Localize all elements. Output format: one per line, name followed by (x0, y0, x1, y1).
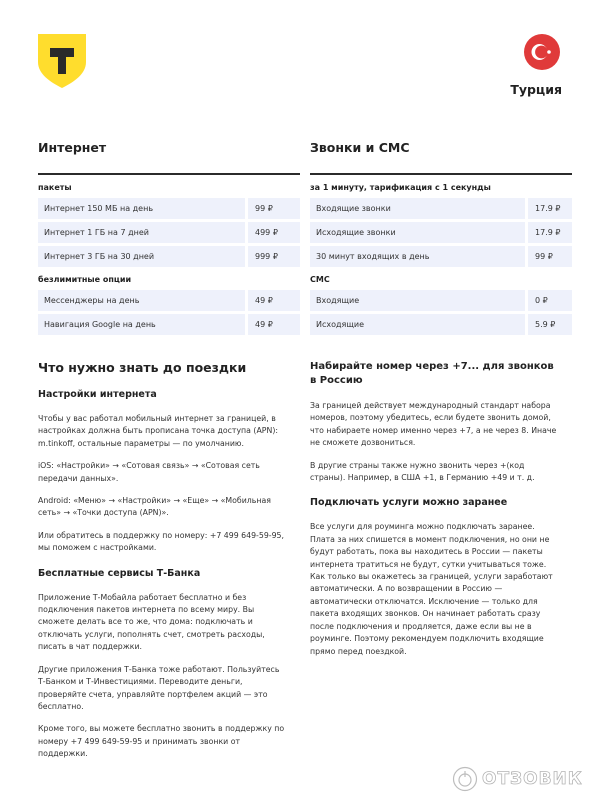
group-label: СМС (310, 275, 330, 284)
otzovik-watermark (452, 766, 583, 792)
tariff-name: Мессенджеры на день (38, 290, 245, 311)
table-row (310, 314, 572, 335)
tariff-name: 30 минут входящих в день (310, 246, 525, 267)
paragraph: Приложение Т-Мобайла работает бесплатно и без подключения пакетов интернета по всему миру. Вы сможете делать все то же, что дома: подключать и отключать услуги, пополнять счет, смотреть расходы, писать в чат поддержки. (38, 592, 265, 652)
tariff-price: 49 ₽ (248, 290, 300, 311)
tariff-name: Интернет 150 МБ на день (38, 198, 245, 219)
paragraph: Или обратитесь в поддержку по номеру: +7 499 649-59-95, мы поможем с настройками. (38, 530, 284, 553)
paragraph: Другие приложения Т-Банка тоже работают. Пользуйтесь Т-Банком и Т-Инвестициями. Переводите деньги, проверяйте счета, управляйте портфелем акций — это бесплатно. (38, 664, 280, 711)
tariff-name: Исходящие звонки (310, 222, 525, 243)
table-row (38, 222, 300, 243)
table-row (310, 198, 572, 219)
table-row (38, 198, 300, 219)
divider (38, 173, 300, 175)
paragraph: Все услуги для роуминга можно подключать заранее. Плата за них спишется в момент подключения, но они не будут работать, пока вы находитесь в России — пакеты интернета тратиться не будут, сутки учитываться тоже. Как только вы окажетесь за границей, услуги заработают автоматически. А по возвращении в Россию — автоматически отключатся. Исключение — только для пакета входящих звонков. Он начинает работать сразу после подключения и продляется, даже если вы не в роуминге. Поэтому рекомендуем подключить входящие прямо перед поездкой. (310, 522, 553, 656)
tbank-logo (38, 34, 86, 88)
tariff-name: Входящие (310, 290, 525, 311)
paragraph: За границей действует международный стандарт набора номеров, поэтому убедитесь, если будете звонить домой, что набираете номер именно через +7, а не через 8. Иначе не сможете дозвониться. (310, 401, 557, 448)
tariff-price: 999 ₽ (248, 246, 300, 267)
group-label: за 1 минуту, тарификация с 1 секунды (310, 183, 491, 192)
table-row (38, 314, 300, 335)
table-row (38, 290, 300, 311)
paragraph: Кроме того, вы можете бесплатно звонить в поддержку по номеру +7 499 649-59-95 и принимать звонки от поддержки. (38, 724, 285, 759)
internet-settings-title: Настройки интернета (38, 389, 157, 400)
paragraph: Android: «Меню» → «Настройки» → «Еще» → «Мобильная сеть» → «Точки доступа (APN)». (38, 496, 271, 518)
group-label: безлимитные опции (38, 275, 132, 284)
paragraph: В другие страны также нужно звонить через +(код страны). Например, в США +1, в Германию +49 и т. д. (310, 460, 535, 483)
tariff-name: Интернет 1 ГБ на 7 дней (38, 222, 245, 243)
advance-title: Подключать услуги можно заранее (310, 497, 508, 509)
table-row (38, 246, 300, 267)
internet-title: Интернет (38, 140, 107, 155)
otzovik-logo-icon (452, 766, 478, 792)
calls-title: Звонки и СМС (310, 140, 410, 155)
before-trip-section (38, 360, 288, 761)
tariff-price: 99 ₽ (248, 198, 300, 219)
country-name: Турция (510, 82, 562, 97)
tariff-price: 17.9 ₽ (528, 198, 572, 219)
group-label: пакеты (38, 183, 72, 192)
tariff-name: Входящие звонки (310, 198, 525, 219)
paragraph: iOS: «Настройки» → «Сотовая связь» → «Сотовая сеть передачи данных». (38, 461, 260, 483)
divider (310, 173, 572, 175)
table-row (310, 246, 572, 267)
tariff-price: 17.9 ₽ (528, 222, 572, 243)
dialing-title: Набирайте номер через +7... для звонков в Россию (310, 361, 554, 386)
turkey-flag-icon (524, 34, 560, 70)
table-row (310, 222, 572, 243)
tariff-name: Интернет 3 ГБ на 30 дней (38, 246, 245, 267)
watermark-text: ОТЗОВИК (482, 769, 583, 789)
tariff-price: 0 ₽ (528, 290, 572, 311)
internet-section (38, 140, 300, 338)
tariff-name: Навигация Google на день (38, 314, 245, 335)
tariff-price: 499 ₽ (248, 222, 300, 243)
free-services-title: Бесплатные сервисы Т-Банка (38, 567, 201, 579)
shield-logo-icon (38, 34, 86, 88)
dialing-section (310, 360, 560, 658)
tariff-price: 49 ₽ (248, 314, 300, 335)
tariff-price: 5.9 ₽ (528, 314, 572, 335)
tariff-price: 99 ₽ (528, 246, 572, 267)
before-trip-title: Что нужно знать до поездки (38, 360, 247, 375)
calls-section (310, 140, 572, 338)
table-row (310, 290, 572, 311)
paragraph: Чтобы у вас работал мобильный интернет за границей, в настройках должна быть прописана точка доступа (APN): m.tinkoff, остальные параметры — по умолчанию. (38, 414, 278, 448)
tariff-name: Исходящие (310, 314, 525, 335)
